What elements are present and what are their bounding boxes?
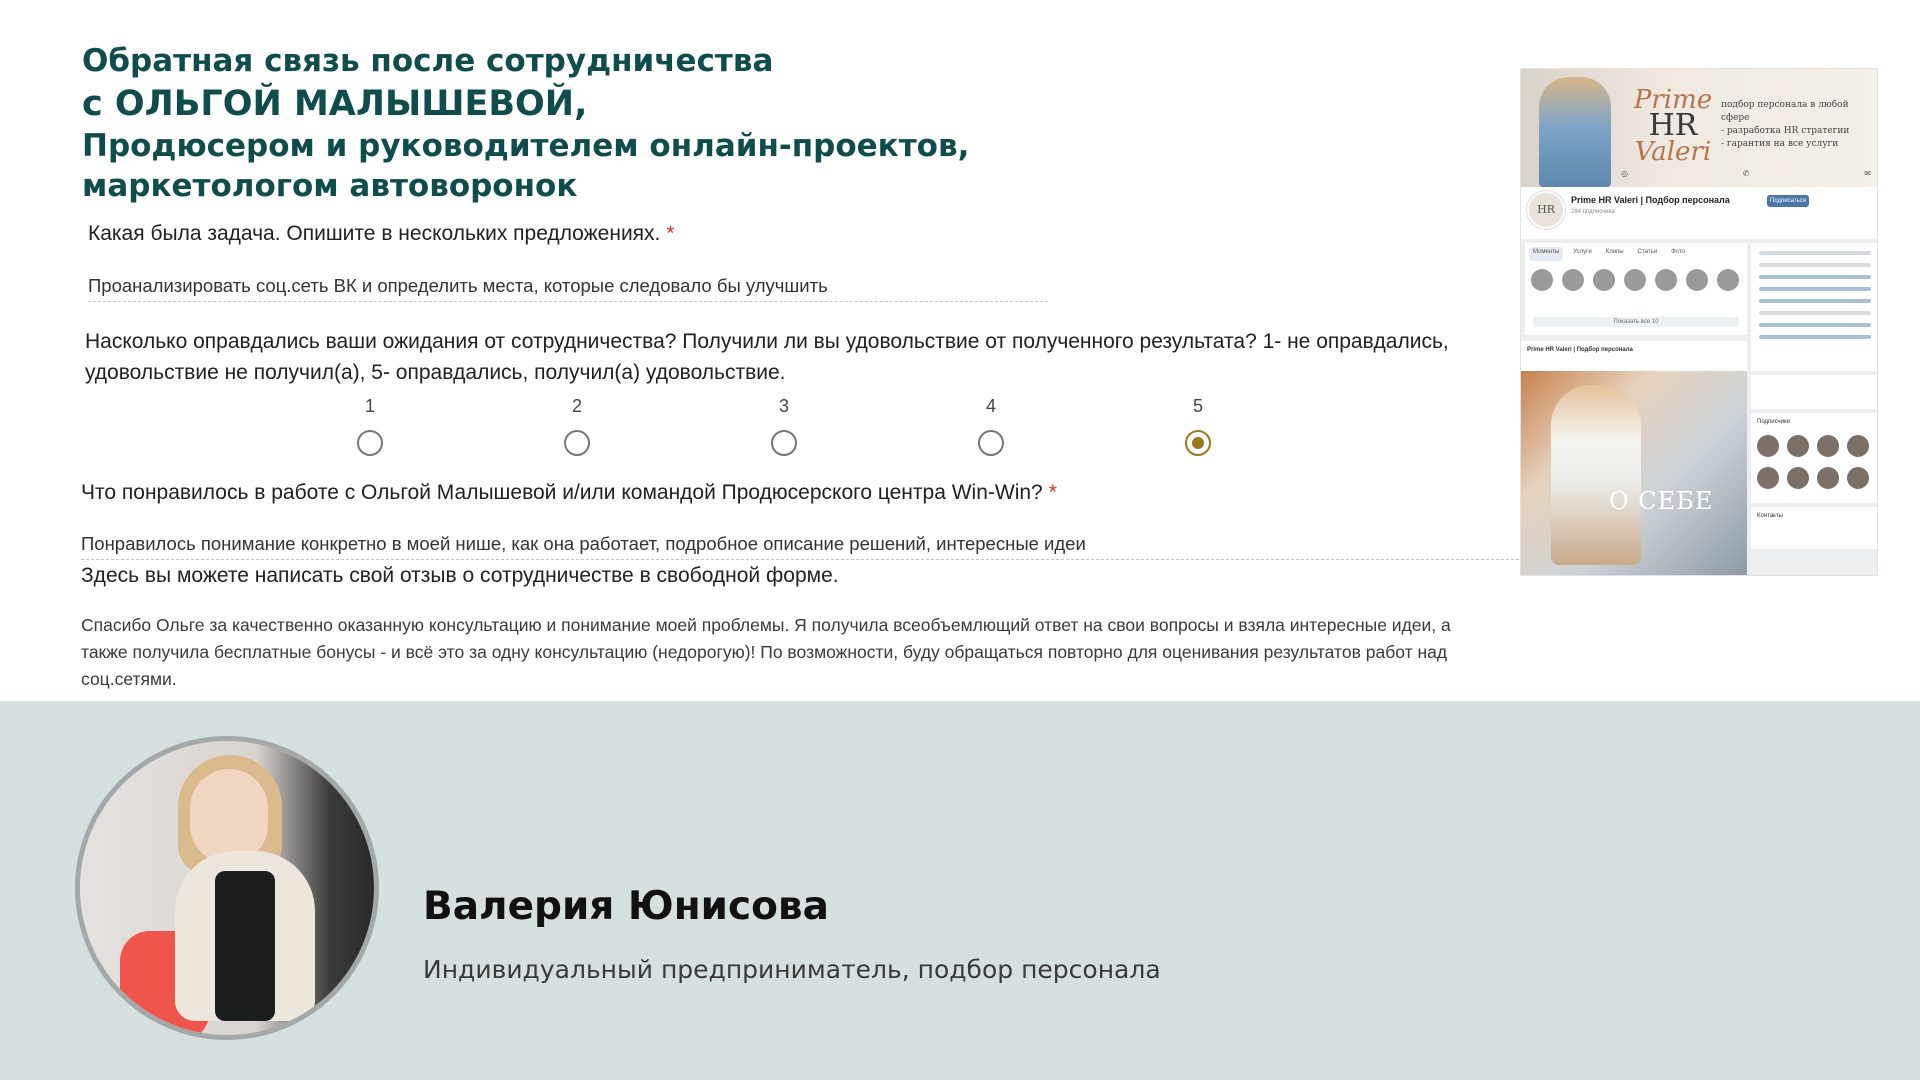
required-mark: * <box>666 222 675 245</box>
rating-scale <box>340 396 1340 466</box>
vk-page-name: Prime HR Valeri | Подбор персонала <box>1571 195 1730 205</box>
phone-icon: ✆ <box>1742 169 1750 178</box>
info-line <box>1759 263 1871 267</box>
tab-clips[interactable]: Клипы <box>1605 249 1624 255</box>
question-task <box>88 222 675 246</box>
rating-option-2[interactable] <box>547 396 607 460</box>
rating-label-2: 2 <box>571 396 582 416</box>
tab-articles[interactable]: Статьи <box>1637 249 1658 255</box>
info-line <box>1759 311 1871 315</box>
author-role: Индивидуальный предприниматель, подбор персонала <box>423 955 1161 984</box>
avatar <box>75 736 379 1040</box>
info-line <box>1759 275 1871 279</box>
question-liked-label: Что понравилось в работе с Ольгой Малышевой и/или командой Продюсерского центра Win-Win? <box>81 481 1043 504</box>
vk-cover <box>1521 69 1878 187</box>
title-line-3: Продюсером и руководителем онлайн-проектов, <box>82 128 970 164</box>
title-line-2: с ОЛЬГОЙ МАЛЫШЕВОЙ, <box>82 84 588 124</box>
rating-option-3[interactable] <box>754 396 814 460</box>
subscriber-avatar[interactable] <box>1787 467 1809 489</box>
question-free-form: Здесь вы можете написать свой отзыв о сотрудничестве в свободной форме. <box>81 564 839 587</box>
question-task-label: Какая была задача. Опишите в нескольких предложениях. <box>88 222 661 245</box>
cover-contacts <box>1621 169 1871 179</box>
vk-subscribers-count: 284 подписчика <box>1571 209 1615 215</box>
subscriber-avatar[interactable] <box>1817 435 1839 457</box>
show-all-button[interactable]: Показать все 10 <box>1533 317 1739 327</box>
required-mark: * <box>1048 481 1057 504</box>
page-title <box>82 40 1482 206</box>
question-expectations: Насколько оправдались ваши ожидания от сотрудничества? Получили ли вы удовольствие от полученного результата? 1- не оправдались, удовольствие не получил(а), 5- оправдались, получил(а) удовольствие. <box>85 330 1449 384</box>
radio-button[interactable] <box>357 430 383 456</box>
info-line <box>1759 299 1871 303</box>
vk-contacts-panel <box>1751 507 1877 549</box>
cover-bullet: подбор персонала в любой сфере <box>1721 100 1849 123</box>
avatar-face <box>190 769 268 864</box>
rating-option-1[interactable] <box>340 396 400 460</box>
author-name: Валерия Юнисова <box>423 884 829 929</box>
rating-label-4: 4 <box>985 396 996 416</box>
info-line <box>1759 323 1871 327</box>
post-photo-person <box>1551 385 1641 565</box>
subscribers-label: Подписчики <box>1757 419 1791 425</box>
question-liked <box>81 481 1057 505</box>
subscribe-button[interactable]: Подписаться <box>1767 195 1809 207</box>
post-author: Prime HR Valeri | Подбор персонала <box>1527 347 1633 353</box>
vk-tabs <box>1529 247 1743 261</box>
answer-free-form[interactable]: Спасибо Ольге за качественно оказанную консультацию и понимание моей проблемы. Я получила всеобъемлющий ответ на свои вопросы и взяла интересные идеи, а также получила бесплатные бонусы - и всё это за одну консультацию (недорогую)! По возможности, буду обращаться повторно для оценивания результатов работ над соц.сетями. <box>81 615 1451 689</box>
radio-button[interactable] <box>978 430 1004 456</box>
info-line <box>1759 251 1871 255</box>
vk-avatar[interactable]: HR <box>1527 191 1565 229</box>
vk-small-panel <box>1751 375 1877 409</box>
instagram-icon: ◎ <box>1621 169 1628 178</box>
moment-thumb[interactable] <box>1655 269 1677 291</box>
rating-label-1: 1 <box>364 396 375 416</box>
info-line <box>1759 335 1871 339</box>
mail-icon: ✉ <box>1864 169 1871 178</box>
moment-thumb[interactable] <box>1562 269 1584 291</box>
info-lines <box>1759 251 1871 347</box>
vk-page-screenshot <box>1520 68 1878 576</box>
subscriber-avatar[interactable] <box>1847 435 1869 457</box>
logo-top: Prime <box>1633 85 1713 115</box>
cover-bullet: - разработка HR стратегии <box>1721 126 1850 136</box>
vk-subscribers-panel <box>1751 413 1877 503</box>
radio-button-selected[interactable] <box>1185 430 1211 456</box>
title-line-4: маркетологом автоворонок <box>82 168 578 204</box>
rating-label-5: 5 <box>1192 396 1203 416</box>
subscriber-avatar[interactable] <box>1817 467 1839 489</box>
rating-label-3: 3 <box>778 396 789 416</box>
contacts-label: Контакты <box>1757 513 1783 519</box>
vk-info-panel <box>1751 243 1877 371</box>
rating-option-5[interactable] <box>1168 396 1228 460</box>
moment-thumb[interactable] <box>1717 269 1739 291</box>
subscriber-avatar[interactable] <box>1757 467 1779 489</box>
title-line-1: Обратная связь после сотрудничества <box>82 43 774 79</box>
answer-liked[interactable]: Понравилось понимание конкретно в моей нише, как она работает, подробное описание решений, интересные идеи <box>81 533 1519 560</box>
logo-mid: HR <box>1648 108 1698 143</box>
subscribers-grid <box>1757 435 1869 489</box>
moments-list <box>1531 269 1739 291</box>
tab-moments[interactable]: Моменты <box>1529 247 1563 261</box>
tab-photos[interactable]: Фото <box>1671 249 1685 255</box>
vk-post <box>1521 341 1747 576</box>
vk-moments-panel <box>1525 243 1747 335</box>
rating-option-4[interactable] <box>961 396 1021 460</box>
post-image[interactable] <box>1521 371 1747 576</box>
moment-thumb[interactable] <box>1624 269 1646 291</box>
logo-bottom: Valeri <box>1634 137 1712 167</box>
cover-bullet: - гарантия на все услуги <box>1721 139 1839 149</box>
cover-photo <box>1539 77 1611 187</box>
radio-button[interactable] <box>771 430 797 456</box>
tab-services[interactable]: Услуги <box>1573 249 1592 255</box>
info-line <box>1759 287 1871 291</box>
brand-logo <box>1633 85 1713 167</box>
vk-header <box>1521 187 1878 239</box>
moment-thumb[interactable] <box>1686 269 1708 291</box>
moment-thumb[interactable] <box>1593 269 1615 291</box>
subscriber-avatar[interactable] <box>1847 467 1869 489</box>
answer-task[interactable]: Проанализировать соц.сеть ВК и определить места, которые следовало бы улучшить <box>88 275 1048 302</box>
avatar-dress <box>215 871 275 1021</box>
subscriber-avatar[interactable] <box>1787 435 1809 457</box>
post-image-caption: О СЕБЕ <box>1609 487 1714 515</box>
subscriber-avatar[interactable] <box>1757 435 1779 457</box>
cover-bullets <box>1721 99 1876 151</box>
moment-thumb[interactable] <box>1531 269 1553 291</box>
radio-button[interactable] <box>564 430 590 456</box>
